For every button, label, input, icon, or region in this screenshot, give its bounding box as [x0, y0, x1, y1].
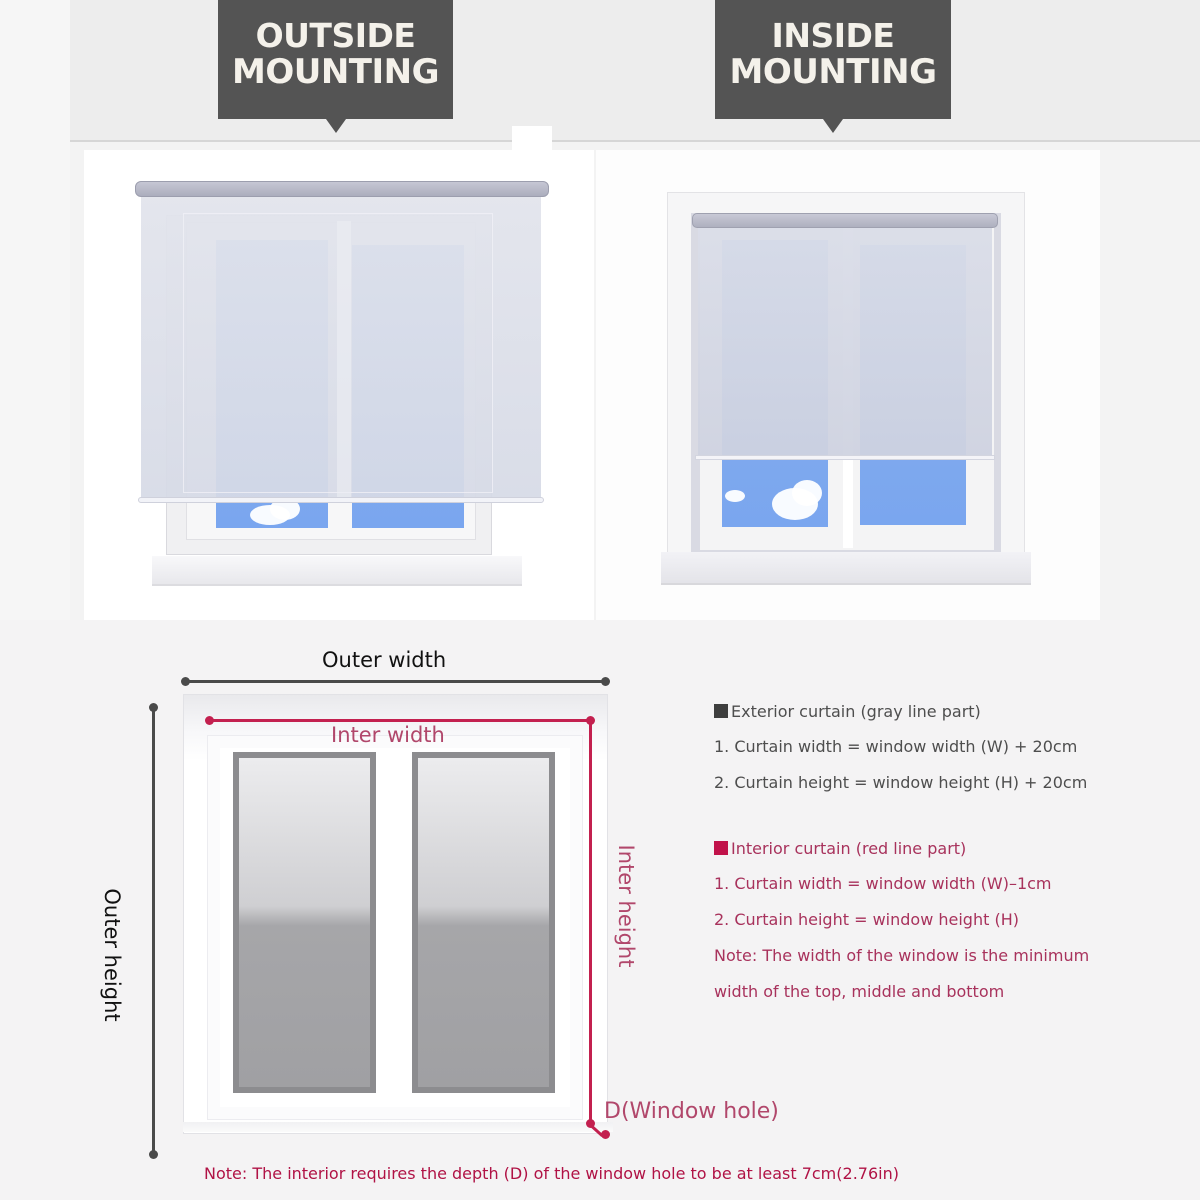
interior-height-formula: 2. Curtain height = window height (H) — [714, 910, 1019, 929]
outer-height-line — [152, 707, 155, 1154]
endpoint-dot — [601, 1130, 610, 1139]
interior-curtain-heading: Interior curtain (red line part) — [714, 839, 966, 859]
endpoint-dot — [149, 1150, 158, 1159]
gray-square-icon — [714, 704, 728, 718]
inter-height-line — [589, 720, 592, 1123]
exterior-height-formula: 2. Curtain height = window height (H) + 20cm — [714, 773, 1088, 792]
outside-mounting-label — [218, 0, 453, 119]
red-square-icon — [714, 841, 728, 855]
outside-mounting-line1: OUTSIDE — [255, 16, 416, 55]
window-sill — [152, 556, 522, 586]
roller-tube — [692, 213, 998, 228]
interior-note-line1: Note: The width of the window is the minimum — [714, 946, 1090, 965]
roller-blind-fabric — [141, 195, 541, 501]
pointer-down-icon — [326, 119, 346, 133]
cloud-icon — [725, 490, 745, 502]
outer-width-line — [186, 680, 606, 683]
window-hole-depth-label: D(Window hole) — [604, 1099, 779, 1124]
diagram-pane-left — [233, 752, 376, 1093]
interior-note-line2: width of the top, middle and bottom — [714, 982, 1005, 1001]
exterior-curtain-heading: Exterior curtain (gray line part) — [714, 702, 981, 722]
divider-notch — [512, 126, 552, 152]
inter-width-label: Inter width — [331, 723, 445, 747]
cloud-icon — [792, 480, 822, 506]
left-margin — [0, 0, 70, 620]
outer-width-label: Outer width — [322, 648, 447, 672]
endpoint-dot — [149, 703, 158, 712]
roller-blind-bottom-bar — [138, 497, 544, 503]
window-sill — [661, 552, 1031, 585]
endpoint-dot — [601, 677, 610, 686]
depth-requirement-note: Note: The interior requires the depth (D) of the window hole to be at least 7cm(2.76in) — [204, 1164, 899, 1183]
inside-mounting-label — [715, 0, 951, 119]
exterior-width-formula: 1. Curtain width = window width (W) + 20cm — [714, 737, 1078, 756]
inter-height-label: Inter height — [614, 844, 638, 968]
header-band — [0, 0, 1200, 142]
roller-tube — [135, 181, 549, 197]
diagram-pane-right — [412, 752, 555, 1093]
inter-width-line — [210, 719, 592, 722]
pointer-down-icon — [823, 119, 843, 133]
outside-mounting-line2: MOUNTING — [231, 52, 439, 92]
endpoint-dot — [205, 716, 214, 725]
inside-mounting-line1: INSIDE — [771, 16, 895, 55]
inside-mounting-line2: MOUNTING — [729, 52, 937, 92]
outer-height-label: Outer height — [100, 888, 124, 1022]
roller-blind-fabric — [698, 228, 992, 458]
endpoint-dot — [181, 677, 190, 686]
roller-blind-bottom-bar — [695, 455, 995, 460]
interior-width-formula: 1. Curtain width = window width (W)–1cm — [714, 874, 1052, 893]
